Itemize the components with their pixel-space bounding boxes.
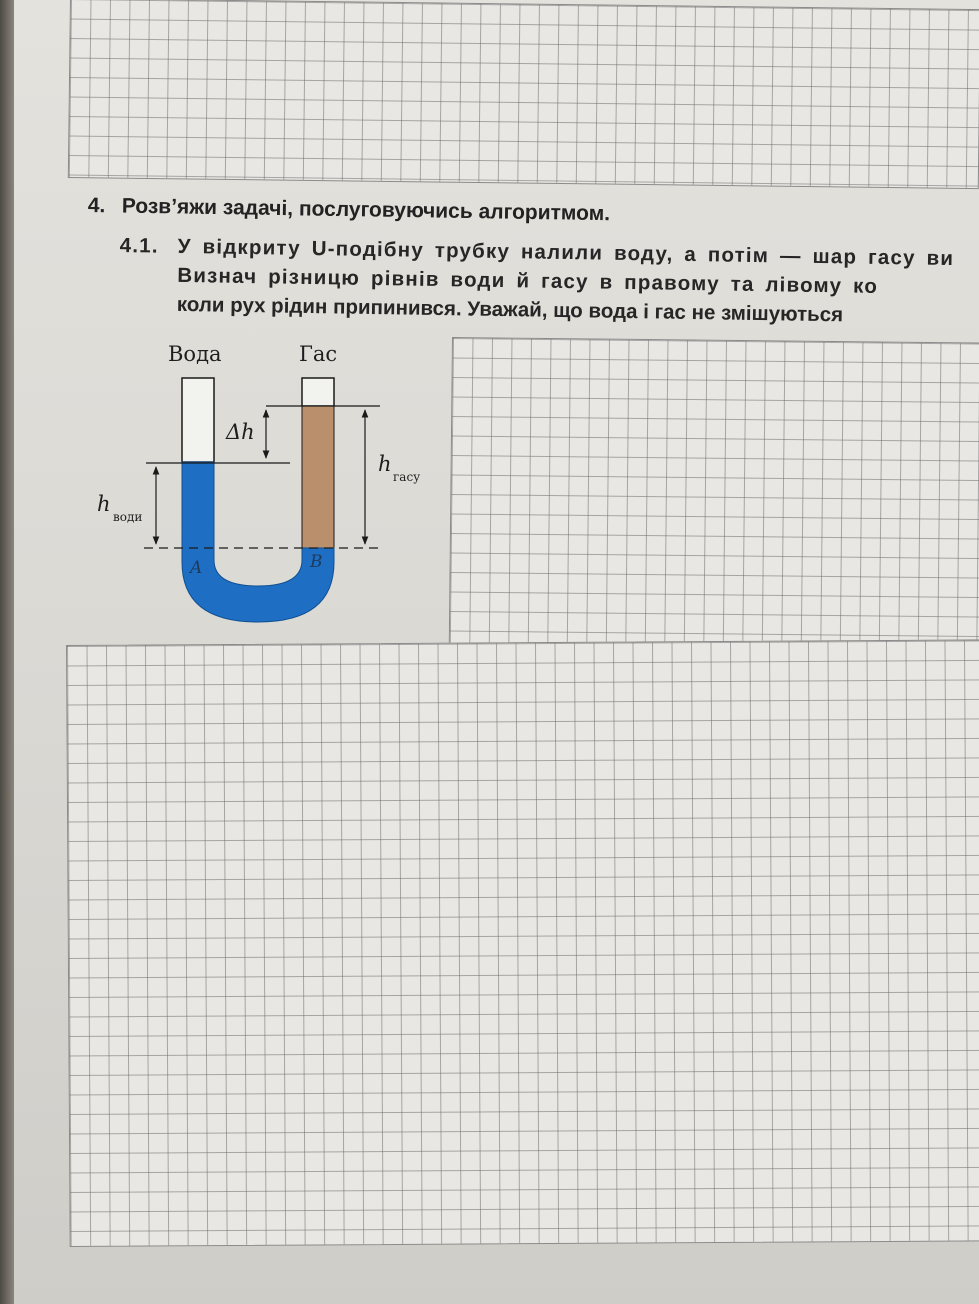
point-b-label: B: [310, 552, 323, 572]
task-number: 4.: [87, 194, 106, 218]
problem-line-1-text: У відкриту U-подібну трубку налили воду, а потім — шар гасу ви: [177, 234, 955, 271]
answer-grid-top[interactable]: [68, 0, 979, 189]
left-tube-empty: [182, 378, 214, 462]
answer-grid-bottom[interactable]: [66, 639, 979, 1247]
label-h-water: h: [97, 492, 111, 516]
problem-number: 4.1.: [119, 233, 159, 258]
u-tube-drawing: [80, 330, 440, 640]
label-delta-h: Δh: [226, 420, 255, 444]
u-tube-diagram: [80, 330, 440, 640]
point-a-label: A: [190, 558, 203, 578]
right-tube-empty: [302, 378, 334, 406]
task-title: Розв’яжи задачі, послуговуючись алгоритмом.: [121, 194, 611, 226]
label-h-kerosene: h: [378, 452, 392, 476]
kerosene-column: [302, 406, 334, 548]
problem-line-2-text: Визнач різницю рівнів води й гасу в правому та лівому ко: [177, 263, 879, 298]
book-spine-shadow: [0, 0, 14, 1304]
label-h-kerosene-sub: гасу: [393, 470, 421, 484]
problem-text: [119, 231, 979, 332]
label-kerosene: Гас: [299, 342, 338, 366]
problem-line-3-text: коли рух рідин припинився. Уважай, що вода і гас не змішуються: [176, 292, 844, 327]
label-water: Вода: [168, 342, 222, 366]
label-h-water-sub: води: [113, 510, 143, 524]
answer-grid-right[interactable]: [449, 337, 979, 675]
